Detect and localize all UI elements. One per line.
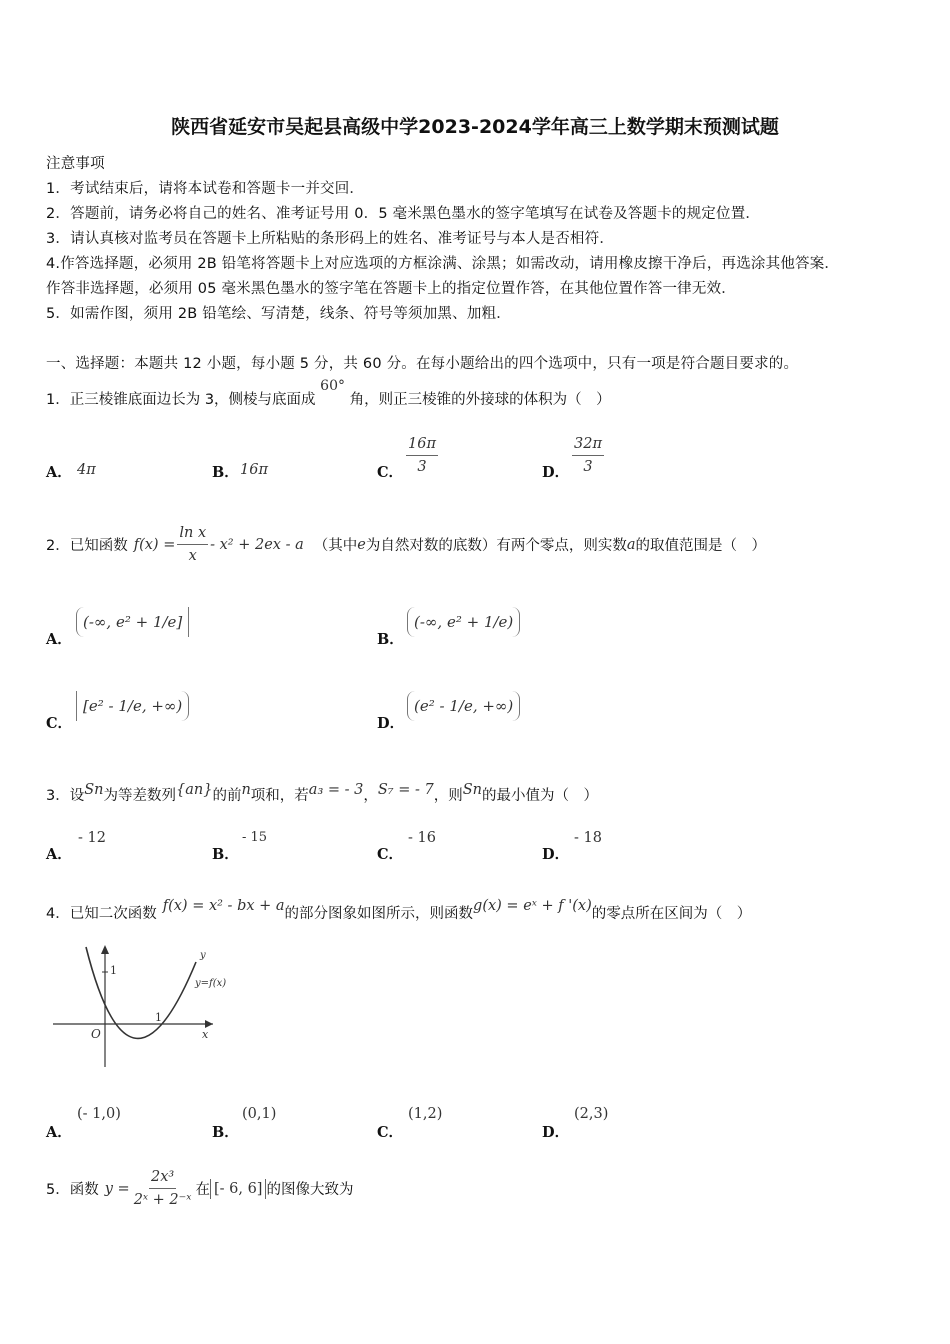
origin-label: O [91,1027,101,1041]
option-label: B． [212,1124,239,1141]
q4-f: f(x) = x² - bx + a [162,898,285,914]
y-axis-arrow [101,945,109,954]
q3-option-c: - 16 [408,830,436,846]
q3-n: n [241,782,251,798]
question-2 [46,522,766,567]
note-item: 5．如需作图，须用 2B 铅笔绘、写清楚，线条、符号等须加黑、加粗． [46,306,511,322]
q3-option-a: - 12 [78,830,106,846]
option-label: B． [212,464,239,481]
option-label: A． [46,631,72,648]
option-label: D． [542,846,570,863]
q3-s7: S₇ = - 7 [377,782,434,798]
q5-p3: 的图像大致为 [266,1182,354,1198]
page-title: 陕西省延安市吴起县高级中学2023-2024学年高三上数学期末预测试题 [171,116,779,138]
q3-p6: ，则 [433,788,463,804]
q2-prefix: 2．已知函数 [46,538,128,554]
q4-p1: 4．已知二次函数 [46,906,157,922]
q2-mid2: 为自然对数的底数）有两个零点，则实数 [365,538,627,554]
x-axis-label: x [202,1028,209,1041]
q1-angle: 60° [320,378,345,394]
q5-p2: 在 [195,1182,210,1198]
x-one-label: 1 [155,1011,162,1024]
q3-option-d: - 18 [574,830,602,846]
q2-option-a: (-∞, e² + 1/e] [76,607,189,637]
section-heading: 一、选择题：本题共 12 小题，每小题 5 分，共 60 分。在每小题给出的四个选项中，只有一项是符合题目要求的。 [46,356,799,372]
x-axis-arrow [205,1020,213,1028]
q2-f-lhs: f(x) = [133,536,176,553]
q3-sn2: Sn [462,782,482,798]
curve-label: y=f(x) [195,978,227,989]
note-item: 2．答题前，请务必将自己的姓名、准考证号用 0．5 毫米黑色墨水的签字笔填写在试卷及答题卡的规定位置． [46,206,761,222]
q2-f-den: x [188,548,197,564]
q4-p3: 的零点所在区间为（ ） [591,906,752,922]
q5-interval: [- 6, 6] [210,1179,267,1199]
q2-option-b: (-∞, e² + 1/e) [407,607,520,637]
q5-y: y = [104,1180,130,1197]
q4-option-a: (- 1,0) [77,1106,121,1122]
q1-suffix: 角，则正三棱锥的外接球的体积为（ ） [349,392,611,408]
q4-parabola-graph [48,942,248,1072]
q3-p7: 的最小值为（ ） [482,788,598,804]
question-1 [46,378,611,409]
option-label: B． [377,631,404,648]
q3-p2: 为等差数列 [103,788,177,804]
option-label: D． [542,1124,570,1141]
option-label: C． [46,715,73,732]
q2-mid1: （其中 [313,538,358,554]
option-label: C． [377,464,404,481]
option-label: C． [377,846,404,863]
q1-option-c [404,433,440,478]
option-label: A． [46,846,72,863]
q1-c-num: 16π [406,433,438,456]
y-one-label: 1 [110,964,117,977]
q1-option-d [570,433,606,478]
q3-p3: 的前 [212,788,242,804]
q2-suffix: 的取值范围是（ ） [635,538,766,554]
q3-a3: a₃ = - 3 [308,782,364,798]
q3-p5: ， [363,788,378,804]
q3-p1: 3．设 [46,788,85,804]
note-item: 3．请认真核对监考员在答题卡上所粘贴的条形码上的姓名、准考证号与本人是否相符． [46,231,615,247]
q2-f-rest: - x² + 2ex - a [210,536,304,553]
q1-c-den: 3 [417,459,427,475]
question-3 [46,784,598,805]
q4-g: g(x) = eˣ + f '(x) [473,898,592,914]
option-label: D． [377,715,405,732]
q3-an: {an} [176,782,213,798]
y-axis-label: y [200,950,206,961]
q4-option-d: (2,3) [574,1106,609,1122]
q1-d-num: 32π [572,433,604,456]
q5-p1: 5．函数 [46,1182,99,1198]
option-label: B． [212,846,239,863]
q3-sn: Sn [84,782,104,798]
q2-e: e [357,536,366,553]
option-label: A． [46,1124,72,1141]
q1-prefix: 1．正三棱锥底面边长为 3，侧棱与底面成 [46,392,316,408]
q4-p2: 的部分图象如图所示，则函数 [284,906,474,922]
q4-option-b: (0,1) [242,1106,277,1122]
option-label: D． [542,464,570,481]
parabola-curve [86,947,196,1038]
option-label: C． [377,1124,404,1141]
note-item: 作答非选择题，必须用 05 毫米黑色墨水的签字笔在答题卡上的指定位置作答，在其他位置作答一律无效． [46,281,736,297]
q2-option-d: (e² - 1/e, +∞) [407,691,520,721]
q5-num: 2x³ [149,1166,176,1189]
q3-option-b: - 15 [242,830,268,845]
q1-option-a: 4π [77,462,96,478]
q2-a: a [626,536,636,553]
q3-p4: 项和，若 [250,788,309,804]
note-item: 1．考试结束后，请将本试卷和答题卡一并交回． [46,181,365,197]
question-4 [46,898,752,923]
question-5 [46,1166,353,1211]
q4-option-c: (1,2) [408,1106,443,1122]
option-label: A． [46,464,72,481]
q5-den: 2ˣ + 2⁻ˣ [133,1192,192,1208]
q1-d-den: 3 [583,459,593,475]
q2-option-c: [e² - 1/e, +∞) [76,691,189,721]
notes-heading: 注意事项 [46,156,105,172]
q1-option-b: 16π [240,462,268,478]
note-item: 4.作答选择题，必须用 2B 铅笔将答题卡上对应选项的方框涂满、涂黑；如需改动，请用橡皮擦干净后，再选涂其他答案． [46,256,840,272]
q2-f-num: ln x [177,522,208,545]
